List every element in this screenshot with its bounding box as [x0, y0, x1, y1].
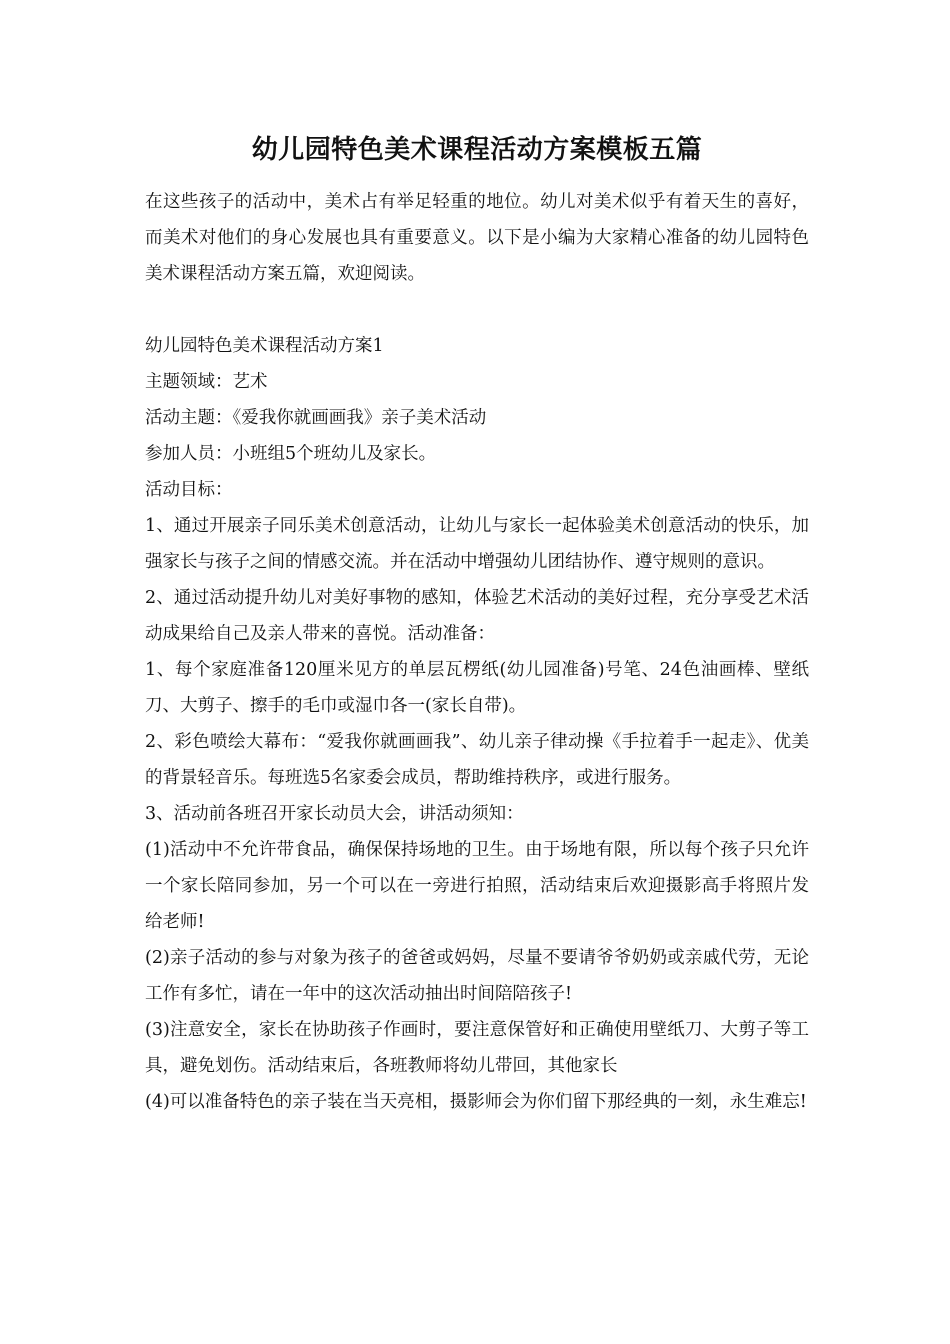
goal-item-1: 1、通过开展亲子同乐美术创意活动，让幼儿与家长一起体验美术创意活动的快乐，加强家长与孩子之间的情感交流。并在活动中增强幼儿团结协作、遵守规则的意识。: [145, 516, 809, 572]
participants-line: 参加人员：小班组5个班幼儿及家长。: [145, 444, 437, 464]
notice-item-3: (3)注意安全，家长在协助孩子作画时，要注意保管好和正确使用壁纸刀、大剪子等工具，避免划伤。活动结束后，各班教师将幼儿带回，其他家长: [145, 1020, 809, 1076]
document-title: 幼儿园特色美术课程活动方案模板五篇: [251, 135, 703, 165]
notice-item-4: (4)可以准备特色的亲子装在当天亮相，摄影师会为你们留下那经典的一刻，永生难忘!: [145, 1092, 807, 1112]
document-page: [145, 128, 809, 1120]
goals-heading: 活动目标：: [145, 480, 233, 500]
theme-field-line: 主题领域：艺术: [145, 372, 268, 392]
prep-item-1: 1、每个家庭准备120厘米见方的单层瓦楞纸(幼儿园准备)号笔、24色油画棒、壁纸刀、大剪子、擦手的毛巾或湿巾各一(家长自带)。: [145, 660, 809, 716]
paragraph-spacer: [145, 292, 809, 328]
section-heading: 幼儿园特色美术课程活动方案1: [145, 336, 384, 356]
prep-item-3: 3、活动前各班召开家长动员大会，讲活动须知：: [145, 804, 524, 824]
notice-item-1: (1)活动中不允许带食品，确保保持场地的卫生。由于场地有限，所以每个孩子只允许一个家长陪同参加，另一个可以在一旁进行拍照，活动结束后欢迎摄影高手将照片发给老师!: [145, 840, 809, 932]
goal-item-2: 2、通过活动提升幼儿对美好事物的感知，体验艺术活动的美好过程，充分享受艺术活动成果给自己及亲人带来的喜悦。活动准备：: [145, 588, 809, 644]
prep-item-2: 2、彩色喷绘大幕布：“爱我你就画画我”、幼儿亲子律动操《手拉着手一起走》、优美的背景轻音乐。每班选5名家委会成员，帮助维持秩序，或进行服务。: [145, 732, 809, 788]
notice-item-2: (2)亲子活动的参与对象为孩子的爸爸或妈妈，尽量不要请爷爷奶奶或亲戚代劳，无论工作有多忙，请在一年中的这次活动抽出时间陪陪孩子!: [145, 948, 809, 1004]
intro-paragraph: 在这些孩子的活动中，美术占有举足轻重的地位。幼儿对美术似乎有着天生的喜好，而美术对他们的身心发展也具有重要意义。以下是小编为大家精心准备的幼儿园特色美术课程活动方案五篇，欢迎阅读。: [145, 192, 809, 284]
activity-theme-line: 活动主题：《爱我你就画画我》亲子美术活动: [145, 408, 487, 428]
